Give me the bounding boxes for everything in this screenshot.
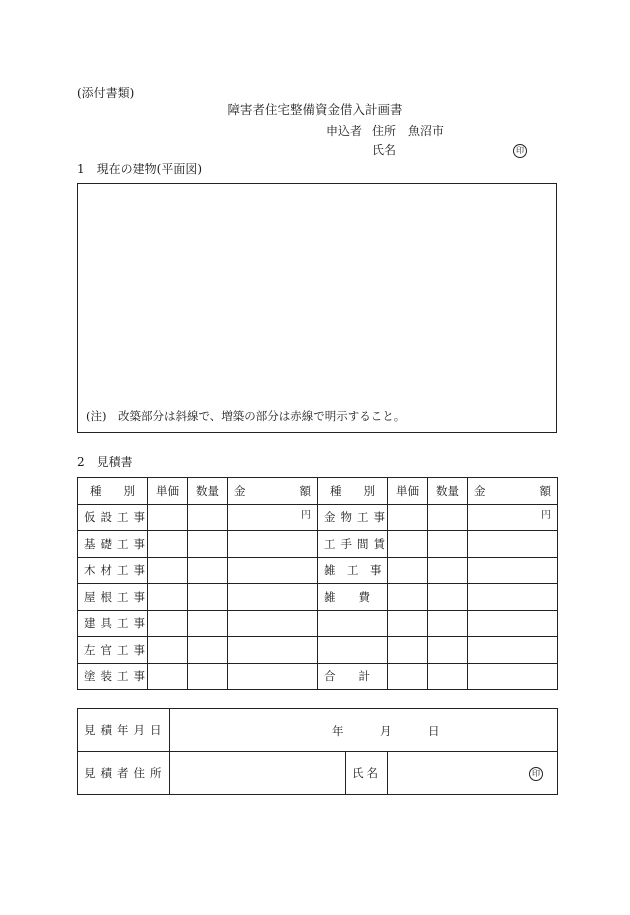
- estimate-date-field[interactable]: [170, 709, 558, 752]
- col-amount-right: 金 額: [468, 478, 558, 505]
- row-label: 木材工事: [78, 557, 148, 584]
- row-label[interactable]: [318, 610, 388, 637]
- cell-amount[interactable]: [468, 637, 558, 664]
- cell-input[interactable]: [188, 610, 228, 637]
- row-label[interactable]: [318, 637, 388, 664]
- row-label: 建具工事: [78, 610, 148, 637]
- floor-plan-note: (注) 改築部分は斜線で、増築の部分は赤線で明示すること。: [86, 409, 406, 423]
- cell-input[interactable]: [428, 610, 468, 637]
- cell-amount[interactable]: 円: [228, 504, 318, 531]
- col-quantity: 数量: [188, 478, 228, 505]
- cell-input[interactable]: [188, 584, 228, 611]
- seal-icon: 印: [513, 144, 527, 158]
- estimate-date-label: 見積年月日: [78, 709, 170, 752]
- cell-input[interactable]: [188, 663, 228, 690]
- cell-input[interactable]: [388, 531, 428, 558]
- cell-amount[interactable]: [228, 584, 318, 611]
- row-label: 基礎工事: [78, 531, 148, 558]
- applicant-seal: [513, 142, 527, 158]
- row-label: 雑 費: [318, 584, 388, 611]
- cell-input[interactable]: [148, 557, 188, 584]
- estimate-date-row: [78, 709, 558, 752]
- col-unit-price: 単価: [148, 478, 188, 505]
- row-label: 塗装工事: [78, 663, 148, 690]
- col-quantity-right: 数量: [428, 478, 468, 505]
- cell-input[interactable]: [428, 584, 468, 611]
- cell-amount[interactable]: [468, 610, 558, 637]
- estimator-name-field[interactable]: [388, 752, 558, 795]
- table-row: [78, 663, 558, 690]
- cell-amount[interactable]: [468, 531, 558, 558]
- estimate-info-table: [77, 708, 558, 795]
- name-label: 氏名: [372, 143, 397, 157]
- section1-heading: 1 現在の建物(平面図): [77, 162, 202, 176]
- row-label: 屋根工事: [78, 584, 148, 611]
- row-label: 金物工事: [318, 504, 388, 531]
- year-label: 年: [332, 724, 344, 738]
- cell-input[interactable]: [428, 637, 468, 664]
- estimator-address-label: 見積者住所: [78, 752, 170, 795]
- table-row: [78, 504, 558, 531]
- cell-input[interactable]: [148, 637, 188, 664]
- cell-input[interactable]: [388, 557, 428, 584]
- total-label: 合 計: [318, 663, 388, 690]
- table-row: [78, 610, 558, 637]
- cell-amount[interactable]: [228, 557, 318, 584]
- address-value: 魚沼市: [408, 124, 445, 138]
- estimate-header-row: [78, 478, 558, 505]
- cell-amount[interactable]: [228, 663, 318, 690]
- estimator-name-label: 氏名: [346, 752, 388, 795]
- cell-input[interactable]: [388, 504, 428, 531]
- cell-input[interactable]: [428, 663, 468, 690]
- cell-amount[interactable]: [468, 663, 558, 690]
- cell-input[interactable]: [388, 663, 428, 690]
- cell-input[interactable]: [188, 531, 228, 558]
- row-label: 雑 工 事: [318, 557, 388, 584]
- cell-input[interactable]: [388, 610, 428, 637]
- cell-amount[interactable]: [228, 531, 318, 558]
- month-label: 月: [380, 724, 392, 738]
- seal-icon: 印: [529, 767, 543, 781]
- cell-amount[interactable]: [468, 557, 558, 584]
- cell-input[interactable]: [388, 637, 428, 664]
- table-row: [78, 557, 558, 584]
- cell-input[interactable]: [148, 610, 188, 637]
- floor-plan-area[interactable]: [77, 183, 557, 433]
- cell-input[interactable]: [188, 637, 228, 664]
- cell-input[interactable]: [148, 531, 188, 558]
- attachment-label: (添付書類): [77, 86, 135, 100]
- cell-input[interactable]: [148, 504, 188, 531]
- row-label: 仮設工事: [78, 504, 148, 531]
- col-amount: 金 額: [228, 478, 318, 505]
- estimator-address-field[interactable]: [170, 752, 346, 795]
- table-row: [78, 584, 558, 611]
- col-type-right: 種 別: [318, 478, 388, 505]
- cell-input[interactable]: [188, 557, 228, 584]
- cell-amount[interactable]: [228, 637, 318, 664]
- day-label: 日: [428, 724, 440, 738]
- cell-input[interactable]: [148, 584, 188, 611]
- cell-amount[interactable]: [228, 610, 318, 637]
- cell-input[interactable]: [428, 504, 468, 531]
- address-label: 住所: [372, 124, 397, 138]
- section2-heading: 2 見積書: [77, 455, 133, 469]
- document-title: 障害者住宅整備資金借入計画書: [227, 102, 403, 117]
- row-label: 左官工事: [78, 637, 148, 664]
- table-row: [78, 531, 558, 558]
- col-type: 種 別: [78, 478, 148, 505]
- col-unit-price-right: 単価: [388, 478, 428, 505]
- cell-input[interactable]: [188, 504, 228, 531]
- cell-input[interactable]: [148, 663, 188, 690]
- applicant-label: 申込者: [326, 124, 363, 138]
- estimator-row: [78, 752, 558, 795]
- cell-amount[interactable]: 円: [468, 504, 558, 531]
- cell-input[interactable]: [428, 557, 468, 584]
- row-label: 工手間賃: [318, 531, 388, 558]
- cell-input[interactable]: [388, 584, 428, 611]
- cell-input[interactable]: [428, 531, 468, 558]
- estimate-table: [77, 477, 558, 690]
- cell-amount[interactable]: [468, 584, 558, 611]
- table-row: [78, 637, 558, 664]
